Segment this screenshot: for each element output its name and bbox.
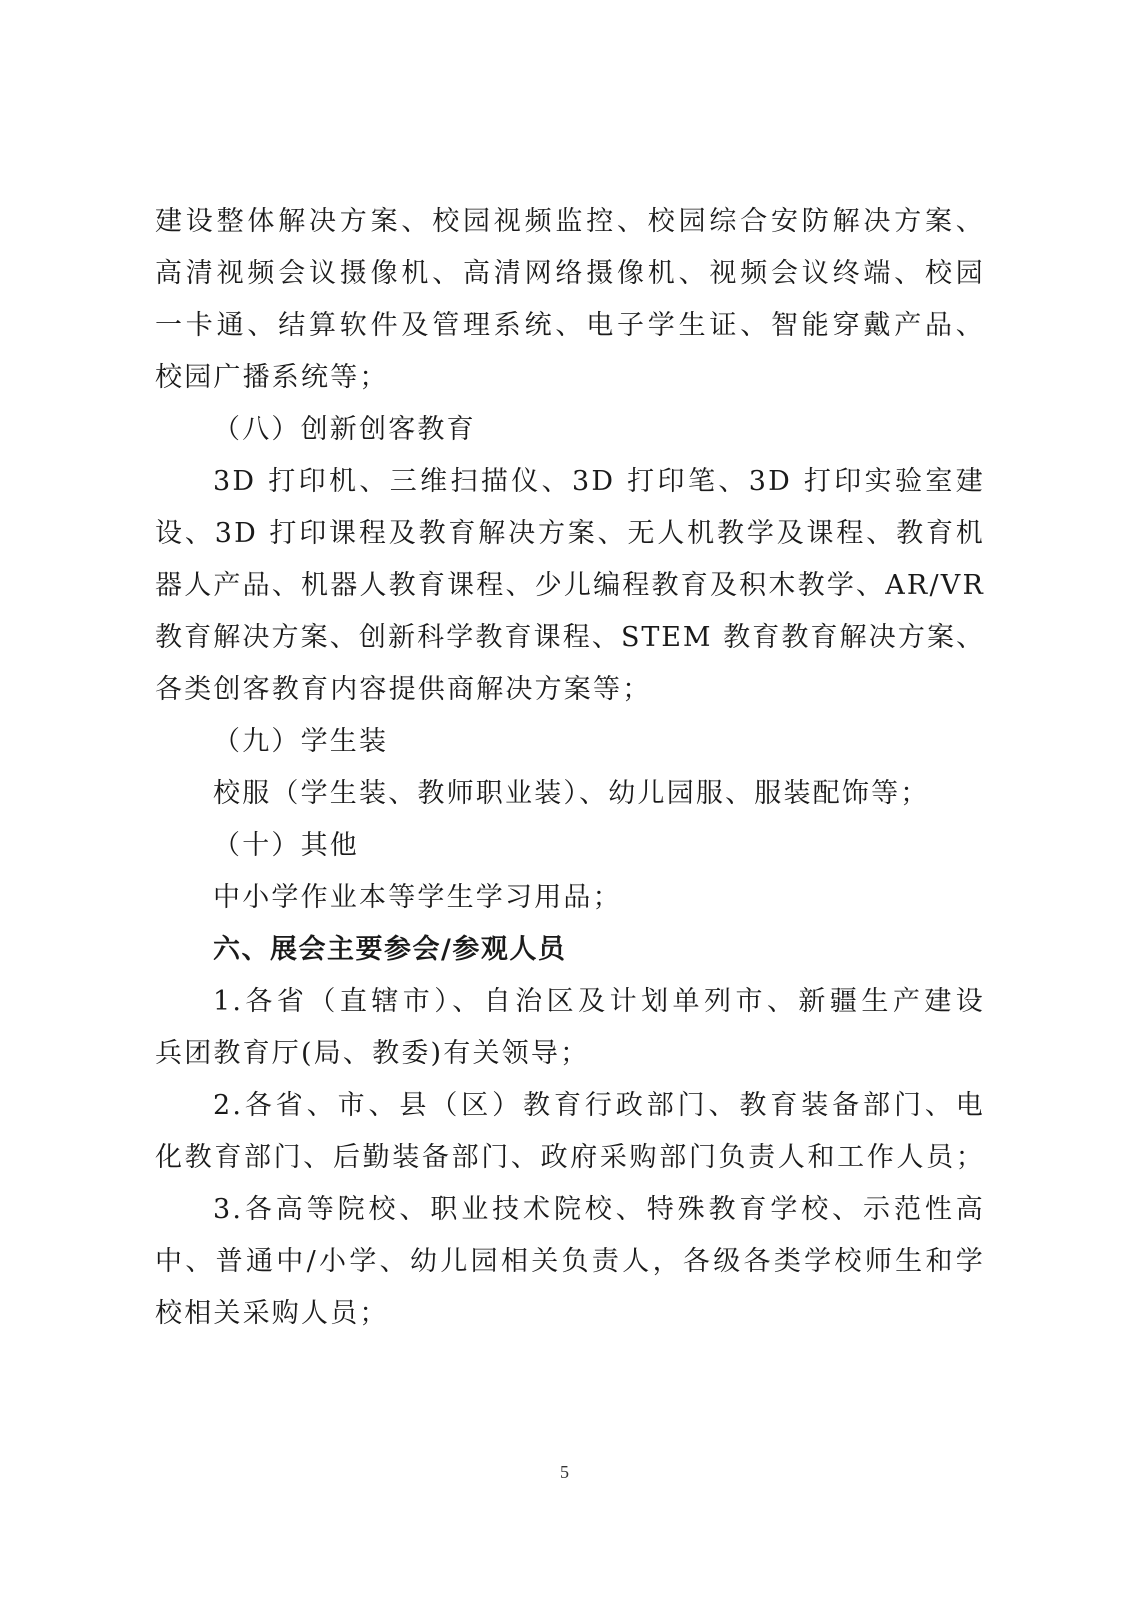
- text-line: 化教育部门、后勤装备部门、政府采购部门负责人和工作人员；: [155, 1142, 985, 1173]
- text-line: 校相关采购人员；: [155, 1298, 389, 1329]
- text-line: 设、3D 打印课程及教育解决方案、无人机教学及课程、教育机: [155, 518, 985, 549]
- section-heading: （八）创新创客教育: [213, 414, 476, 445]
- text-line: 器人产品、机器人教育课程、少儿编程教育及积木教学、AR/VR: [155, 570, 985, 601]
- text-line: 校园广播系统等；: [155, 362, 389, 393]
- text-line: 中、普通中/小学、幼儿园相关负责人，各级各类学校师生和学: [155, 1246, 985, 1277]
- text-line: 中小学作业本等学生学习用品；: [213, 882, 622, 913]
- text-line: 兵团教育厅(局、教委)有关领导；: [155, 1038, 590, 1069]
- text-line: 高清视频会议摄像机、高清网络摄像机、视频会议终端、校园: [155, 258, 985, 289]
- chapter-heading: 六、展会主要参会/参观人员: [213, 934, 567, 965]
- section-heading: （九）学生装: [213, 726, 389, 757]
- text-line: 各类创客教育内容提供商解决方案等；: [155, 674, 652, 705]
- text-line: 建设整体解决方案、校园视频监控、校园综合安防解决方案、: [155, 206, 985, 237]
- text-line: 3.各高等院校、职业技术院校、特殊教育学校、示范性高: [213, 1194, 985, 1225]
- page-number: 5: [560, 1462, 569, 1482]
- text-line: 2.各省、市、县（区）教育行政部门、教育装备部门、电: [213, 1090, 985, 1121]
- text-line: 校服（学生装、教师职业装）、幼儿园服、服装配饰等；: [213, 778, 930, 809]
- section-heading: （十）其他: [213, 830, 359, 861]
- text-line: 教育解决方案、创新科学教育课程、STEM 教育教育解决方案、: [155, 622, 985, 653]
- text-line: 3D 打印机、三维扫描仪、3D 打印笔、3D 打印实验室建: [213, 466, 985, 497]
- text-line: 一卡通、结算软件及管理系统、电子学生证、智能穿戴产品、: [155, 310, 985, 341]
- text-line: 1.各省（直辖市）、自治区及计划单列市、新疆生产建设: [213, 986, 985, 1017]
